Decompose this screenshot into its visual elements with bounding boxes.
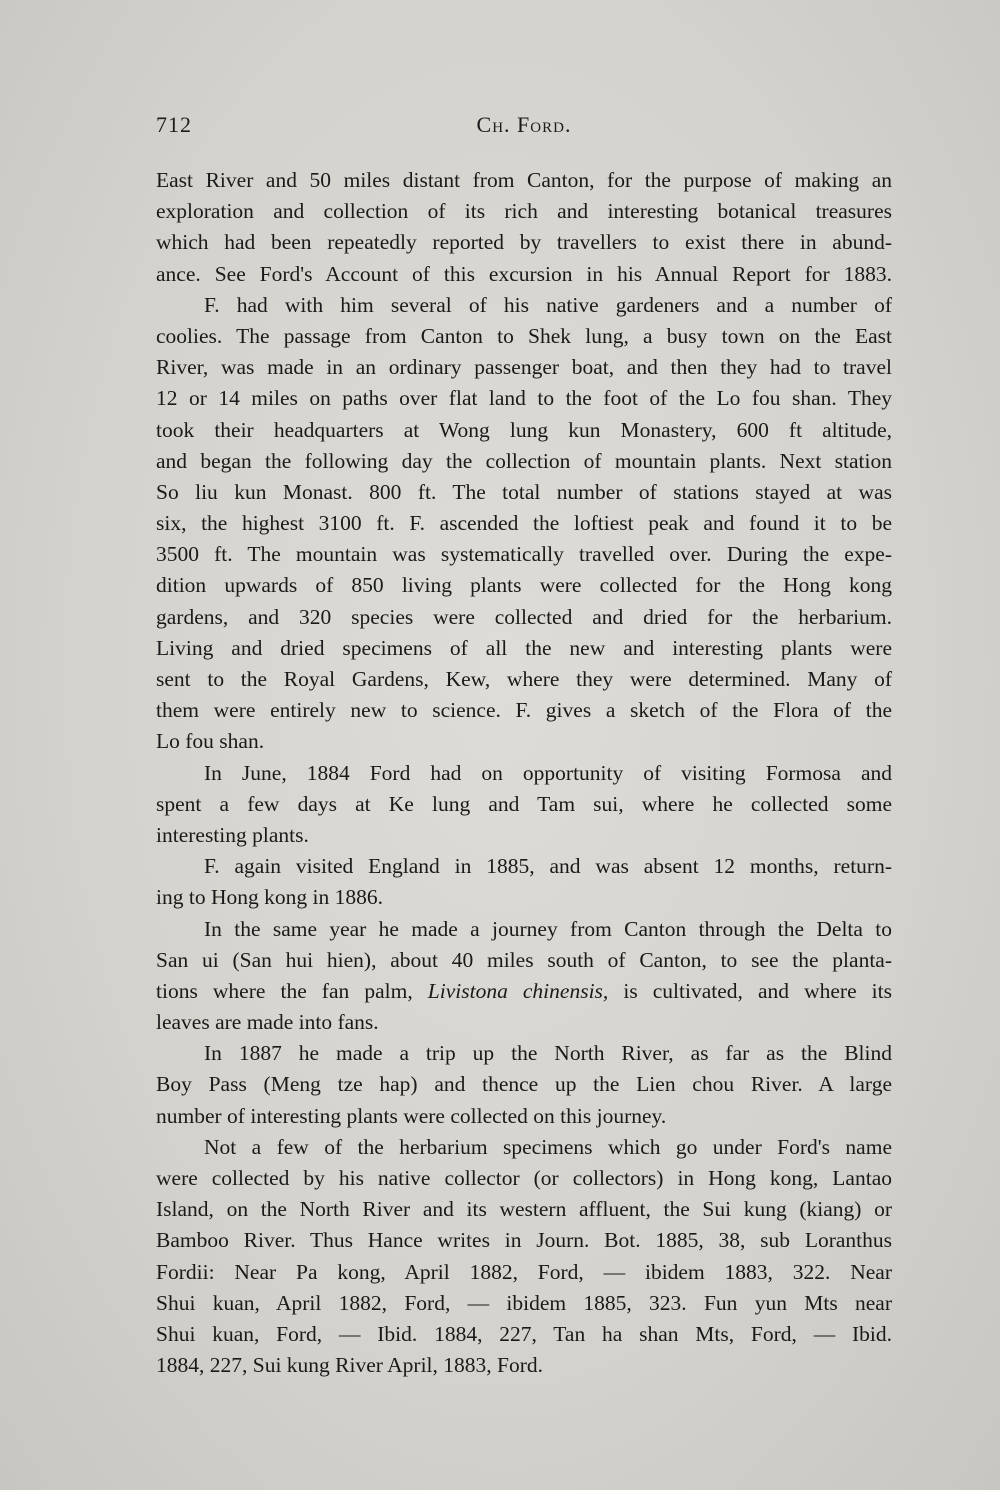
text-line: F. had with him several of his native gardeners and a number of	[204, 292, 892, 317]
text-line: coolies. The passage from Canton to Shek lung, a busy town on the East	[156, 323, 892, 348]
text-segment: is cultivated, and where its	[608, 978, 892, 1003]
text-line: Shui kuan, Ford, — Ibid. 1884, 227, Tan ha shan Mts, Ford, — Ibid.	[156, 1321, 892, 1346]
text-line: River, was made in an ordinary passenger boat, and then they had to travel	[156, 355, 892, 380]
text-line: number of interesting plants were collected on this journey.	[156, 1103, 667, 1128]
text-line: six, the highest 3100 ft. F. ascended the loftiest peak and found it to be	[156, 511, 892, 536]
text-line: gardens, and 320 species were collected and dried for the herbarium.	[156, 604, 892, 629]
text-line: Lo fou shan.	[156, 729, 265, 754]
text-line: and began the following day the collection of mountain plants. Next station	[156, 448, 892, 473]
text-line: interesting plants.	[156, 822, 309, 847]
text-line: 3500 ft. The mountain was systematically travelled over. During the expe-	[156, 542, 892, 567]
text-line	[156, 976, 892, 1007]
text-line: Boy Pass (Meng tze hap) and thence up the Lien chou River. A large	[156, 1072, 892, 1097]
body-text	[156, 165, 892, 1381]
text-segment: tions where the fan palm,	[156, 978, 428, 1003]
text-line: which had been repeatedly reported by travellers to exist there in abund-	[156, 230, 892, 255]
text-line: In the same year he made a journey from Canton through the Delta to	[204, 916, 892, 941]
page-header	[156, 112, 892, 146]
text-line: So liu kun Monast. 800 ft. The total number of stations stayed at was	[156, 479, 892, 504]
text-line: ing to Hong kong in 1886.	[156, 885, 383, 910]
page-number: 712	[156, 112, 192, 137]
text-line: spent a few days at Ke lung and Tam sui, where he collected some	[156, 791, 892, 816]
species-name: Livistona chinensis,	[427, 978, 609, 1003]
text-line: In 1887 he made a trip up the North River, as far as the Blind	[204, 1041, 892, 1066]
text-line: dition upwards of 850 living plants were collected for the Hong kong	[156, 573, 892, 598]
text-line: leaves are made into fans.	[156, 1010, 379, 1035]
text-line: took their headquarters at Wong lung kun Monastery, 600 ft altitude,	[156, 417, 892, 442]
text-line: ance. See Ford's Account of this excursion in his Annual Report for 1883.	[156, 261, 892, 286]
text-line: exploration and collection of its rich and interesting botanical treasures	[156, 199, 892, 224]
text-line: San ui (San hui hien), about 40 miles south of Canton, to see the planta-	[156, 947, 892, 972]
text-line: Not a few of the herbarium specimens which go under Ford's name	[204, 1134, 892, 1159]
text-line: Fordii: Near Pa kong, April 1882, Ford, — ibidem 1883, 322. Near	[156, 1259, 892, 1284]
text-line: them were entirely new to science. F. gives a sketch of the Flora of the	[156, 698, 892, 723]
running-head: Ch. Ford.	[476, 112, 572, 137]
text-line: F. again visited England in 1885, and was absent 12 months, return-	[204, 854, 892, 879]
text-line: Island, on the North River and its western affluent, the Sui kung (kiang) or	[156, 1197, 892, 1222]
text-line: East River and 50 miles distant from Canton, for the purpose of making an	[156, 168, 892, 192]
text-line: were collected by his native collector (or collectors) in Hong kong, Lantao	[156, 1166, 892, 1190]
text-line: sent to the Royal Gardens, Kew, where they were determined. Many of	[156, 667, 892, 691]
text-line: Living and dried specimens of all the new and interesting plants were	[156, 635, 892, 660]
text-line: Bamboo River. Thus Hance writes in Journ. Bot. 1885, 38, sub Loranthus	[156, 1228, 892, 1253]
text-line: In June, 1884 Ford had on opportunity of visiting Formosa and	[204, 760, 892, 785]
text-line: 1884, 227, Sui kung River April, 1883, Ford.	[156, 1353, 544, 1378]
text-line: Shui kuan, April 1882, Ford, — ibidem 1885, 323. Fun yun Mts near	[156, 1290, 892, 1315]
text-line: 12 or 14 miles on paths over flat land to the foot of the Lo fou shan. They	[156, 386, 892, 411]
